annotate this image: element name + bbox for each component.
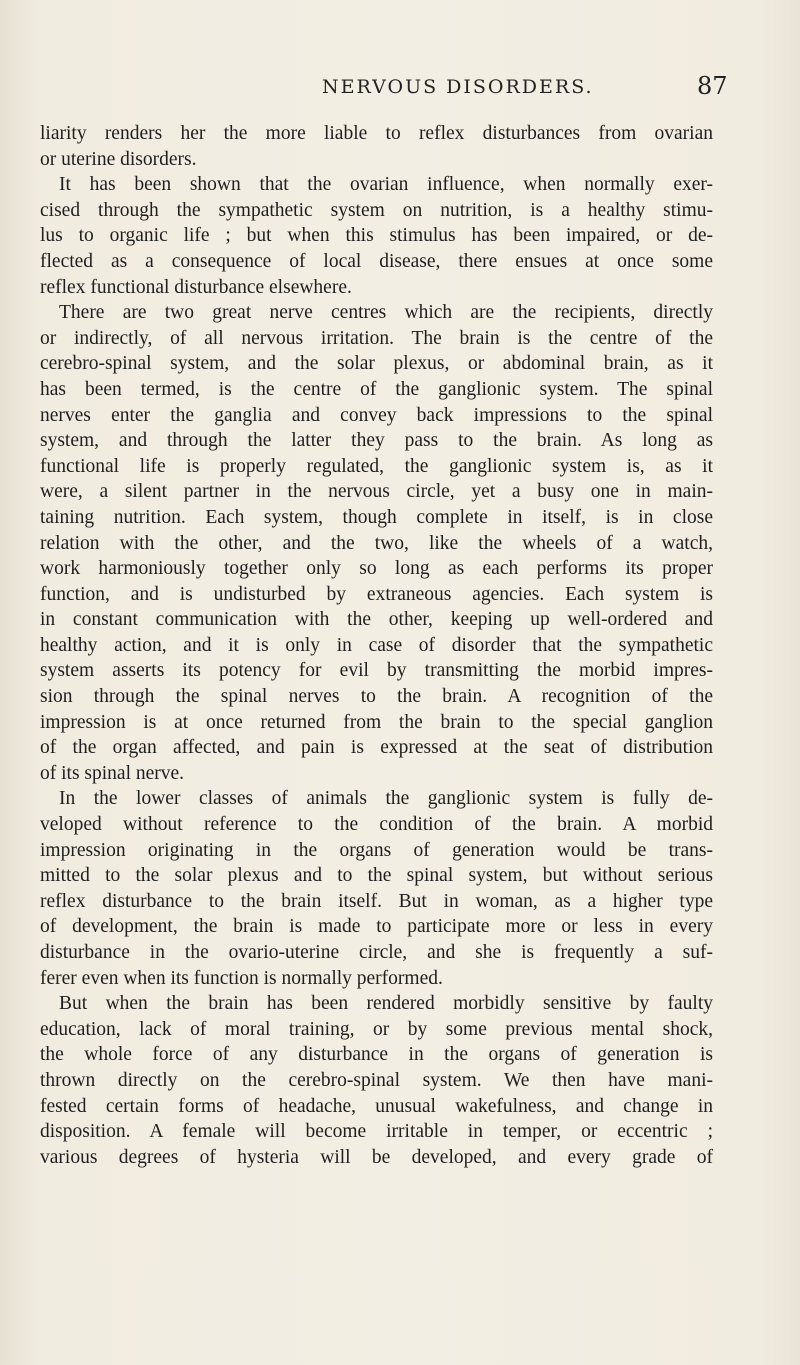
text-line: sion through the spinal nerves to the brain. A recognition of the [40,686,713,708]
page-header [0,72,800,106]
text-line: various degrees of hysteria will be developed, and every grade of [40,1146,713,1168]
text-line: mitted to the solar plexus and to the spinal system, but without serious [40,865,713,887]
body-text [40,121,713,1170]
page-number: 87 [697,72,728,100]
text-line: of its spinal nerve. [40,762,185,784]
text-line: reflex disturbance to the brain itself. But in woman, as a higher type [40,890,713,912]
text-line: impression originating in the organs of generation would be trans- [40,839,713,861]
text-line: system, and through the latter they pass to the brain. As long as [40,430,713,452]
text-line: has been termed, is the centre of the ganglionic system. The spinal [40,378,713,400]
text-line: or uterine disorders. [40,148,197,170]
text-line: There are two great nerve centres which are the recipients, directly [59,302,713,324]
text-line: function, and is undisturbed by extraneous agencies. Each system is [40,583,713,605]
text-line: in constant communication with the other, keeping up well-ordered and [40,609,713,631]
text-line: or indirectly, of all nervous irritation. The brain is the centre of the [40,327,713,349]
text-line: thrown directly on the cerebro-spinal system. We then have mani- [40,1069,713,1091]
text-line: liarity renders her the more liable to reflex disturbances from ovarian [40,123,713,144]
text-line: disturbance in the ovario-uterine circle, and she is frequently a suf- [40,942,713,963]
text-line: ferer even when its function is normally performed. [40,967,443,989]
text-line: impression is at once returned from the brain to the special ganglion [40,711,713,733]
text-line: reflex functional disturbance elsewhere. [40,276,352,298]
text-line: education, lack of moral training, or by some previous mental shock, [40,1018,713,1040]
text-line: veloped without reference to the condition of the brain. A morbid [40,814,713,836]
text-line: In the lower classes of animals the ganglionic system is fully de- [59,788,713,810]
text-line: taining nutrition. Each system, though complete in itself, is in close [40,506,713,528]
text-line: fested certain forms of headache, unusual wakefulness, and change in [40,1095,713,1117]
text-line: healthy action, and it is only in case of disorder that the sympathetic [40,634,713,656]
text-line: system asserts its potency for evil by transmitting the morbid impres- [40,660,713,682]
text-line: lus to organic life ; but when this stimulus has been impaired, or de- [40,225,713,247]
text-line: cised through the sympathetic system on nutrition, is a healthy stimu- [40,199,713,221]
text-line: work harmoniously together only so long as each performs its proper [40,558,713,580]
text-line: It has been shown that the ovarian influence, when normally exer- [59,174,713,196]
text-line: of development, the brain is made to participate more or less in every [40,916,713,938]
text-line: relation with the other, and the two, like the wheels of a watch, [40,532,713,554]
text-line: flected as a consequence of local disease, there ensues at once some [40,250,713,272]
text-line: But when the brain has been rendered morbidly sensitive by faulty [59,993,713,1015]
text-line: nerves enter the ganglia and convey back impressions to the spinal [40,404,713,426]
text-line: cerebro-spinal system, and the solar plexus, or abdominal brain, as it [40,353,713,375]
text-line: the whole force of any disturbance in the organs of generation is [40,1044,713,1066]
text-line: disposition. A female will become irritable in temper, or eccentric ; [40,1121,713,1143]
running-title: NERVOUS DISORDERS. [322,76,594,98]
text-line: functional life is properly regulated, the ganglionic system is, as it [40,455,713,477]
text-line: were, a silent partner in the nervous circle, yet a busy one in main- [40,481,713,503]
text-line: of the organ affected, and pain is expressed at the seat of distribution [40,737,713,759]
